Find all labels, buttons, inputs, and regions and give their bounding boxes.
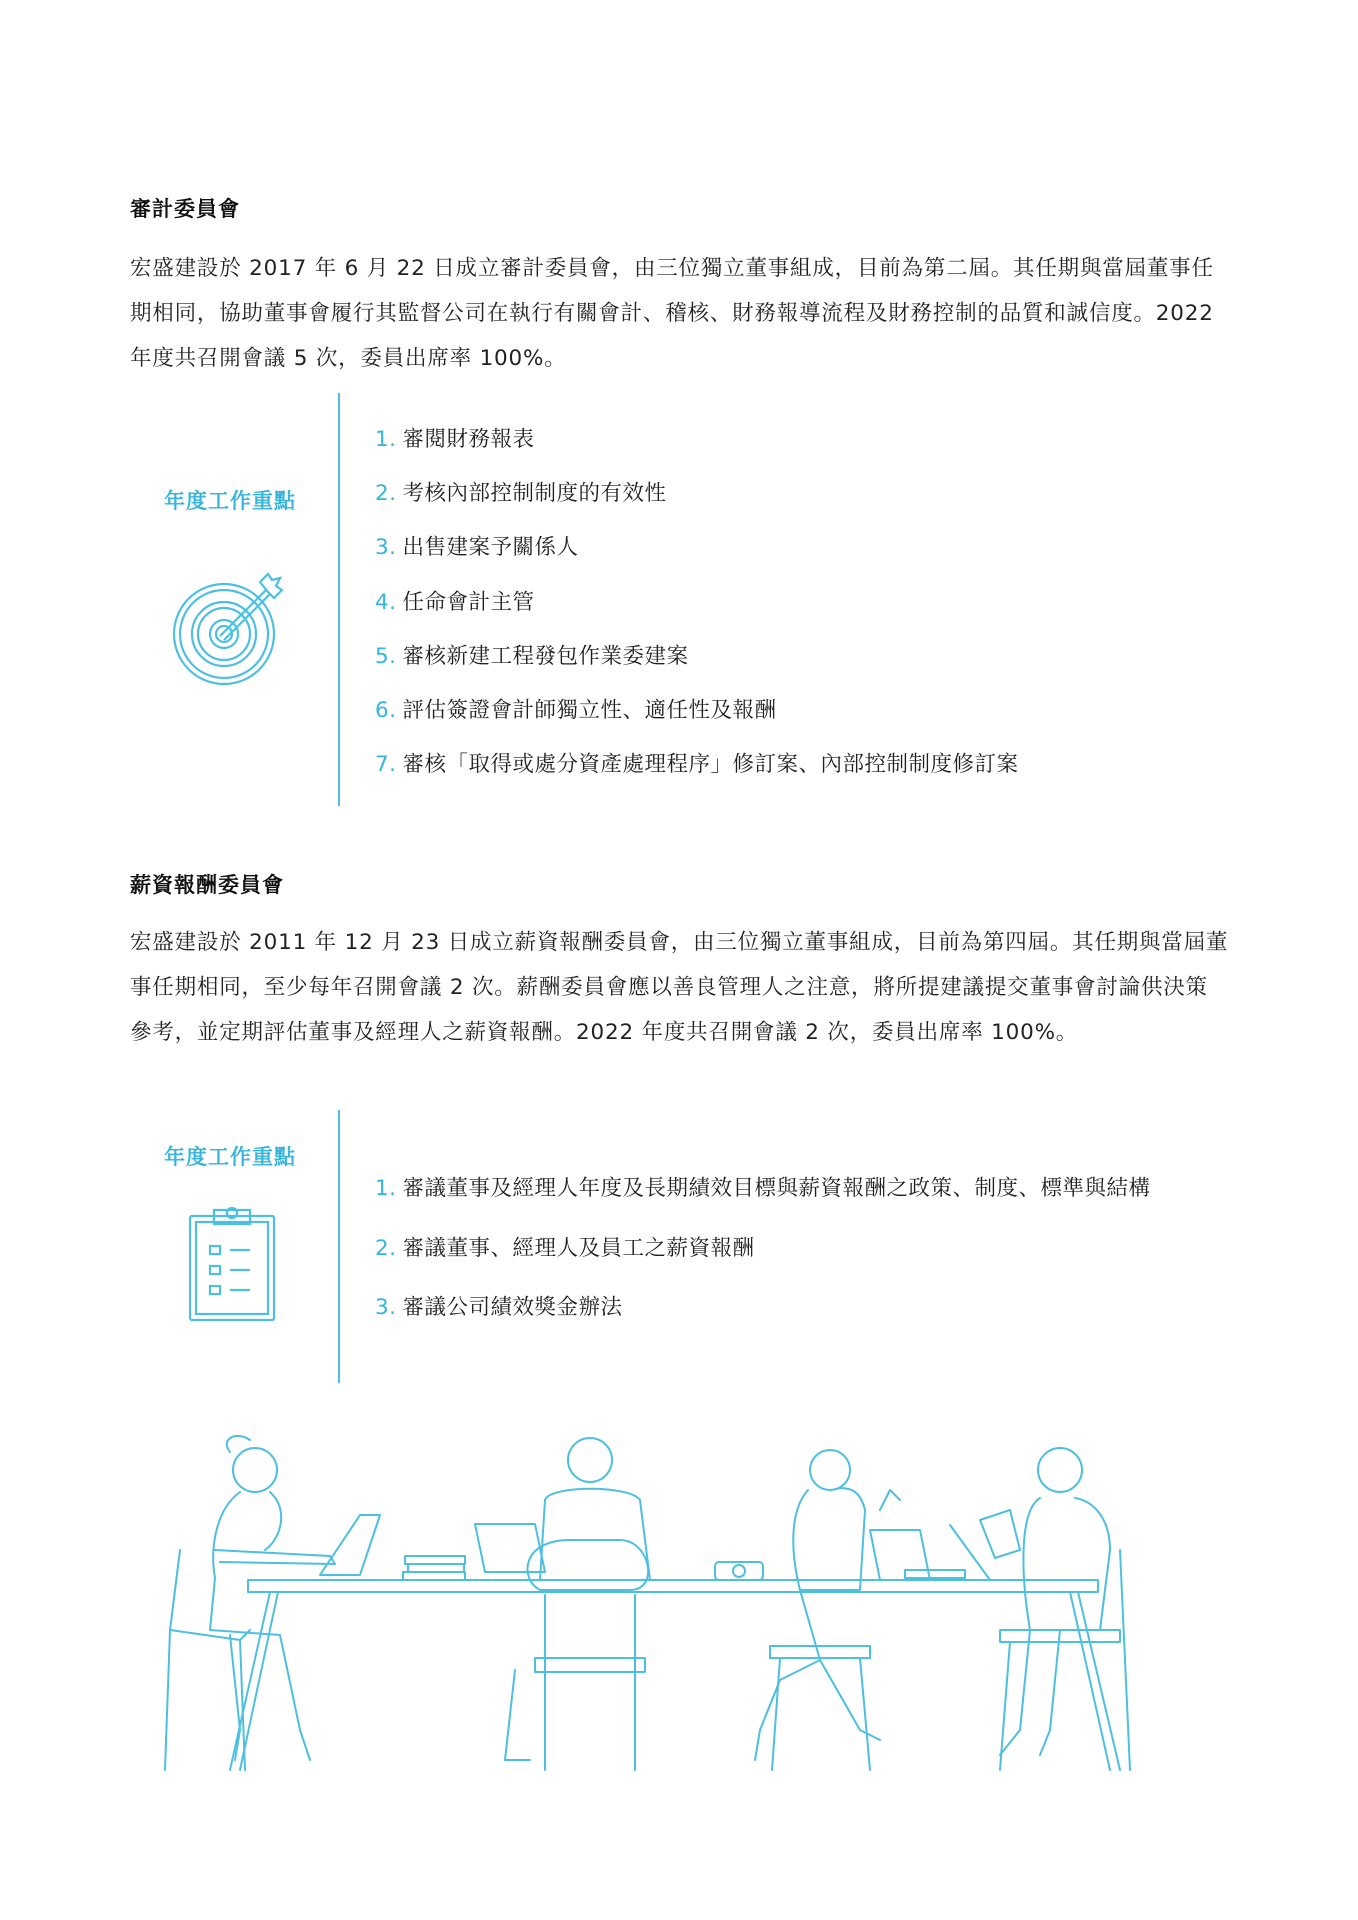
list-item: 2. 審議董事、經理人及員工之薪資報酬 [375,1236,755,1261]
list-item: 2. 考核內部控制制度的有效性 [375,481,667,506]
audit-focus-title: 年度工作重點 [164,489,296,513]
list-item: 7. 審核「取得或處分資產處理程序」修訂案、內部控制制度修訂案 [375,752,1019,777]
compensation-divider-line [338,1110,340,1383]
clipboard-checklist-icon [186,1202,278,1324]
man-back-figure [505,1438,650,1770]
compensation-committee-heading: 薪資報酬委員會 [130,873,284,897]
list-item: 3. 審議公司績效獎金辦法 [375,1295,623,1320]
list-item: 6. 評估簽證會計師獨立性、適任性及報酬 [375,698,777,723]
list-item: 1. 審議董事及經理人年度及長期績效目標與薪資報酬之政策、制度、標準與結構 [375,1176,1151,1201]
meeting-table-illustration [160,1430,1210,1780]
audit-committee-description: 宏盛建設於 2017 年 6 月 22 日成立審計委員會，由三位獨立董事組成，目前為第二屆。其任期與當屆董事任期相同，協助董事會履行其監督公司在執行有關會計、稽核、財務報導流程及財務控制的品質和誠信度。2022 年度共召開會議 5 次，委員出席率 100%。 [130,256,1214,371]
list-item: 5. 審核新建工程發包作業委建案 [375,644,689,669]
table-top [248,1580,1098,1592]
compensation-committee-description: 宏盛建設於 2011 年 12 月 23 日成立薪資報酬委員會，由三位獨立董事組成，目前為第四屆。其任期與當屆董事任期相同，至少每年召開會議 2 次。薪酬委員會應以善良管理人之注意，將所提建議提交董事會討論供決策參考，並定期評估董事及經理人之薪資報酬。2022 年度共召開會議 2 次，委員出席率 100%。 [130,930,1229,1045]
compensation-focus-title: 年度工作重點 [164,1145,296,1169]
target-icon [168,568,288,688]
list-item: 4. 任命會計主管 [375,590,535,615]
list-item: 3. 出售建案予關係人 [375,535,579,560]
man-reading-figure [980,1448,1130,1770]
woman-phone-figure [755,1450,930,1770]
woman-typing-figure [165,1436,380,1770]
audit-committee-heading: 審計委員會 [130,197,240,221]
audit-divider-line [338,393,340,806]
list-item: 1. 審閱財務報表 [375,427,535,452]
